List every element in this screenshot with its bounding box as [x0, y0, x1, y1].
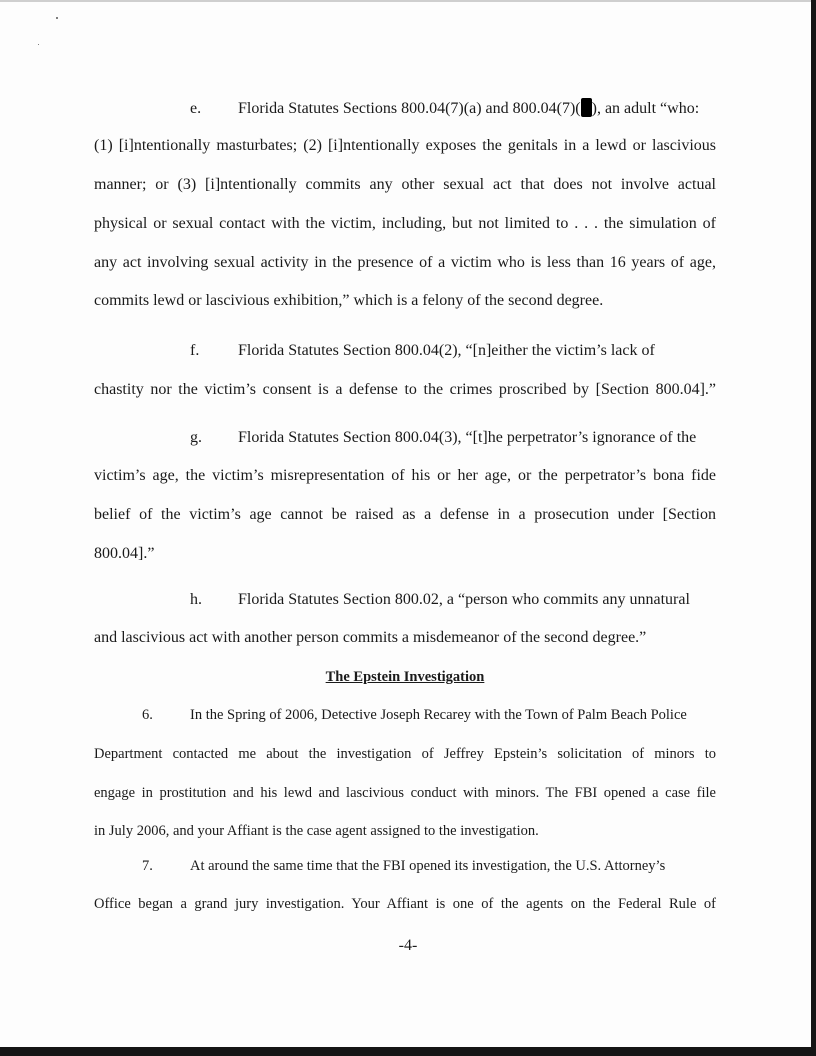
para-e-line-3: manner; or (3) [i]ntentionally commits any other sexual act that does not involve actual — [94, 176, 716, 193]
para-6-line-3: engage in prostitution and his lewd and lascivious conduct with minors. The FBI opened a case file — [94, 785, 716, 801]
para-g-label: g. — [190, 429, 202, 446]
para-g-line-4: 800.04].” — [94, 545, 155, 562]
para-7-number: 7. — [142, 858, 153, 874]
page-number: -4- — [398, 937, 418, 954]
section-heading: The Epstein Investigation — [325, 669, 485, 685]
para-h-line-2: and lascivious act with another person commits a misdemeanor of the second degree.” — [94, 629, 647, 646]
para-f-line-1: f. Florida Statutes Section 800.04(2), “[n]either the victim’s lack of — [190, 342, 655, 359]
para-e-line-5: any act involving sexual activity in the presence of a victim who is less than 16 years of age, — [94, 254, 716, 271]
scan-edge-top — [0, 0, 816, 2]
para-e-line-1: e. Florida Statutes Sections 800.04(7)(a) and 800.04(7)( ), an adult “who: — [190, 100, 700, 117]
para-6-line-2: Department contacted me about the investigation of Jeffrey Epstein’s solicitation of minors to — [94, 746, 716, 762]
para-6-number: 6. — [142, 707, 153, 723]
para-e-label: e. — [190, 100, 202, 117]
scan-speck — [56, 17, 58, 19]
scan-edge-bottom — [0, 1047, 816, 1056]
para-h-label: h. — [190, 591, 202, 608]
para-e-line-6: commits lewd or lascivious exhibition,” which is a felony of the second degree. — [94, 292, 604, 309]
para-h-line-1: h. Florida Statutes Section 800.02, a “person who commits any unnatural — [190, 591, 690, 608]
para-7-line-2: Office began a grand jury investigation. Your Affiant is one of the agents on the Federal Rule of — [94, 896, 716, 912]
para-f-line-2: chastity nor the victim’s consent is a defense to the crimes proscribed by [Section 800.04].” — [94, 381, 716, 398]
redaction-box — [581, 98, 592, 117]
para-6-line-4: in July 2006, and your Affiant is the case agent assigned to the investigation. — [94, 823, 539, 839]
para-g-line-3: belief of the victim’s age cannot be raised as a defense in a prosecution under [Section — [94, 506, 716, 523]
para-g-line-1: g. Florida Statutes Section 800.04(3), “[t]he perpetrator’s ignorance of the — [190, 429, 697, 446]
para-6-line-1: 6. In the Spring of 2006, Detective Joseph Recarey with the Town of Palm Beach Police — [142, 707, 687, 723]
para-f-label: f. — [190, 342, 200, 359]
scan-edge-right — [811, 0, 816, 1056]
para-e-line-2: (1) [i]ntentionally masturbates; (2) [i]ntentionally exposes the genitals in a lewd or lascivious — [94, 137, 716, 154]
scan-speck — [38, 44, 39, 45]
para-g-line-2: victim’s age, the victim’s misrepresentation of his or her age, or the perpetrator’s bona fide — [94, 467, 716, 484]
para-7-line-1: 7. At around the same time that the FBI opened its investigation, the U.S. Attorney’s — [142, 858, 666, 874]
para-e-line-4: physical or sexual contact with the victim, including, but not limited to . . . the simulation of — [94, 215, 716, 232]
